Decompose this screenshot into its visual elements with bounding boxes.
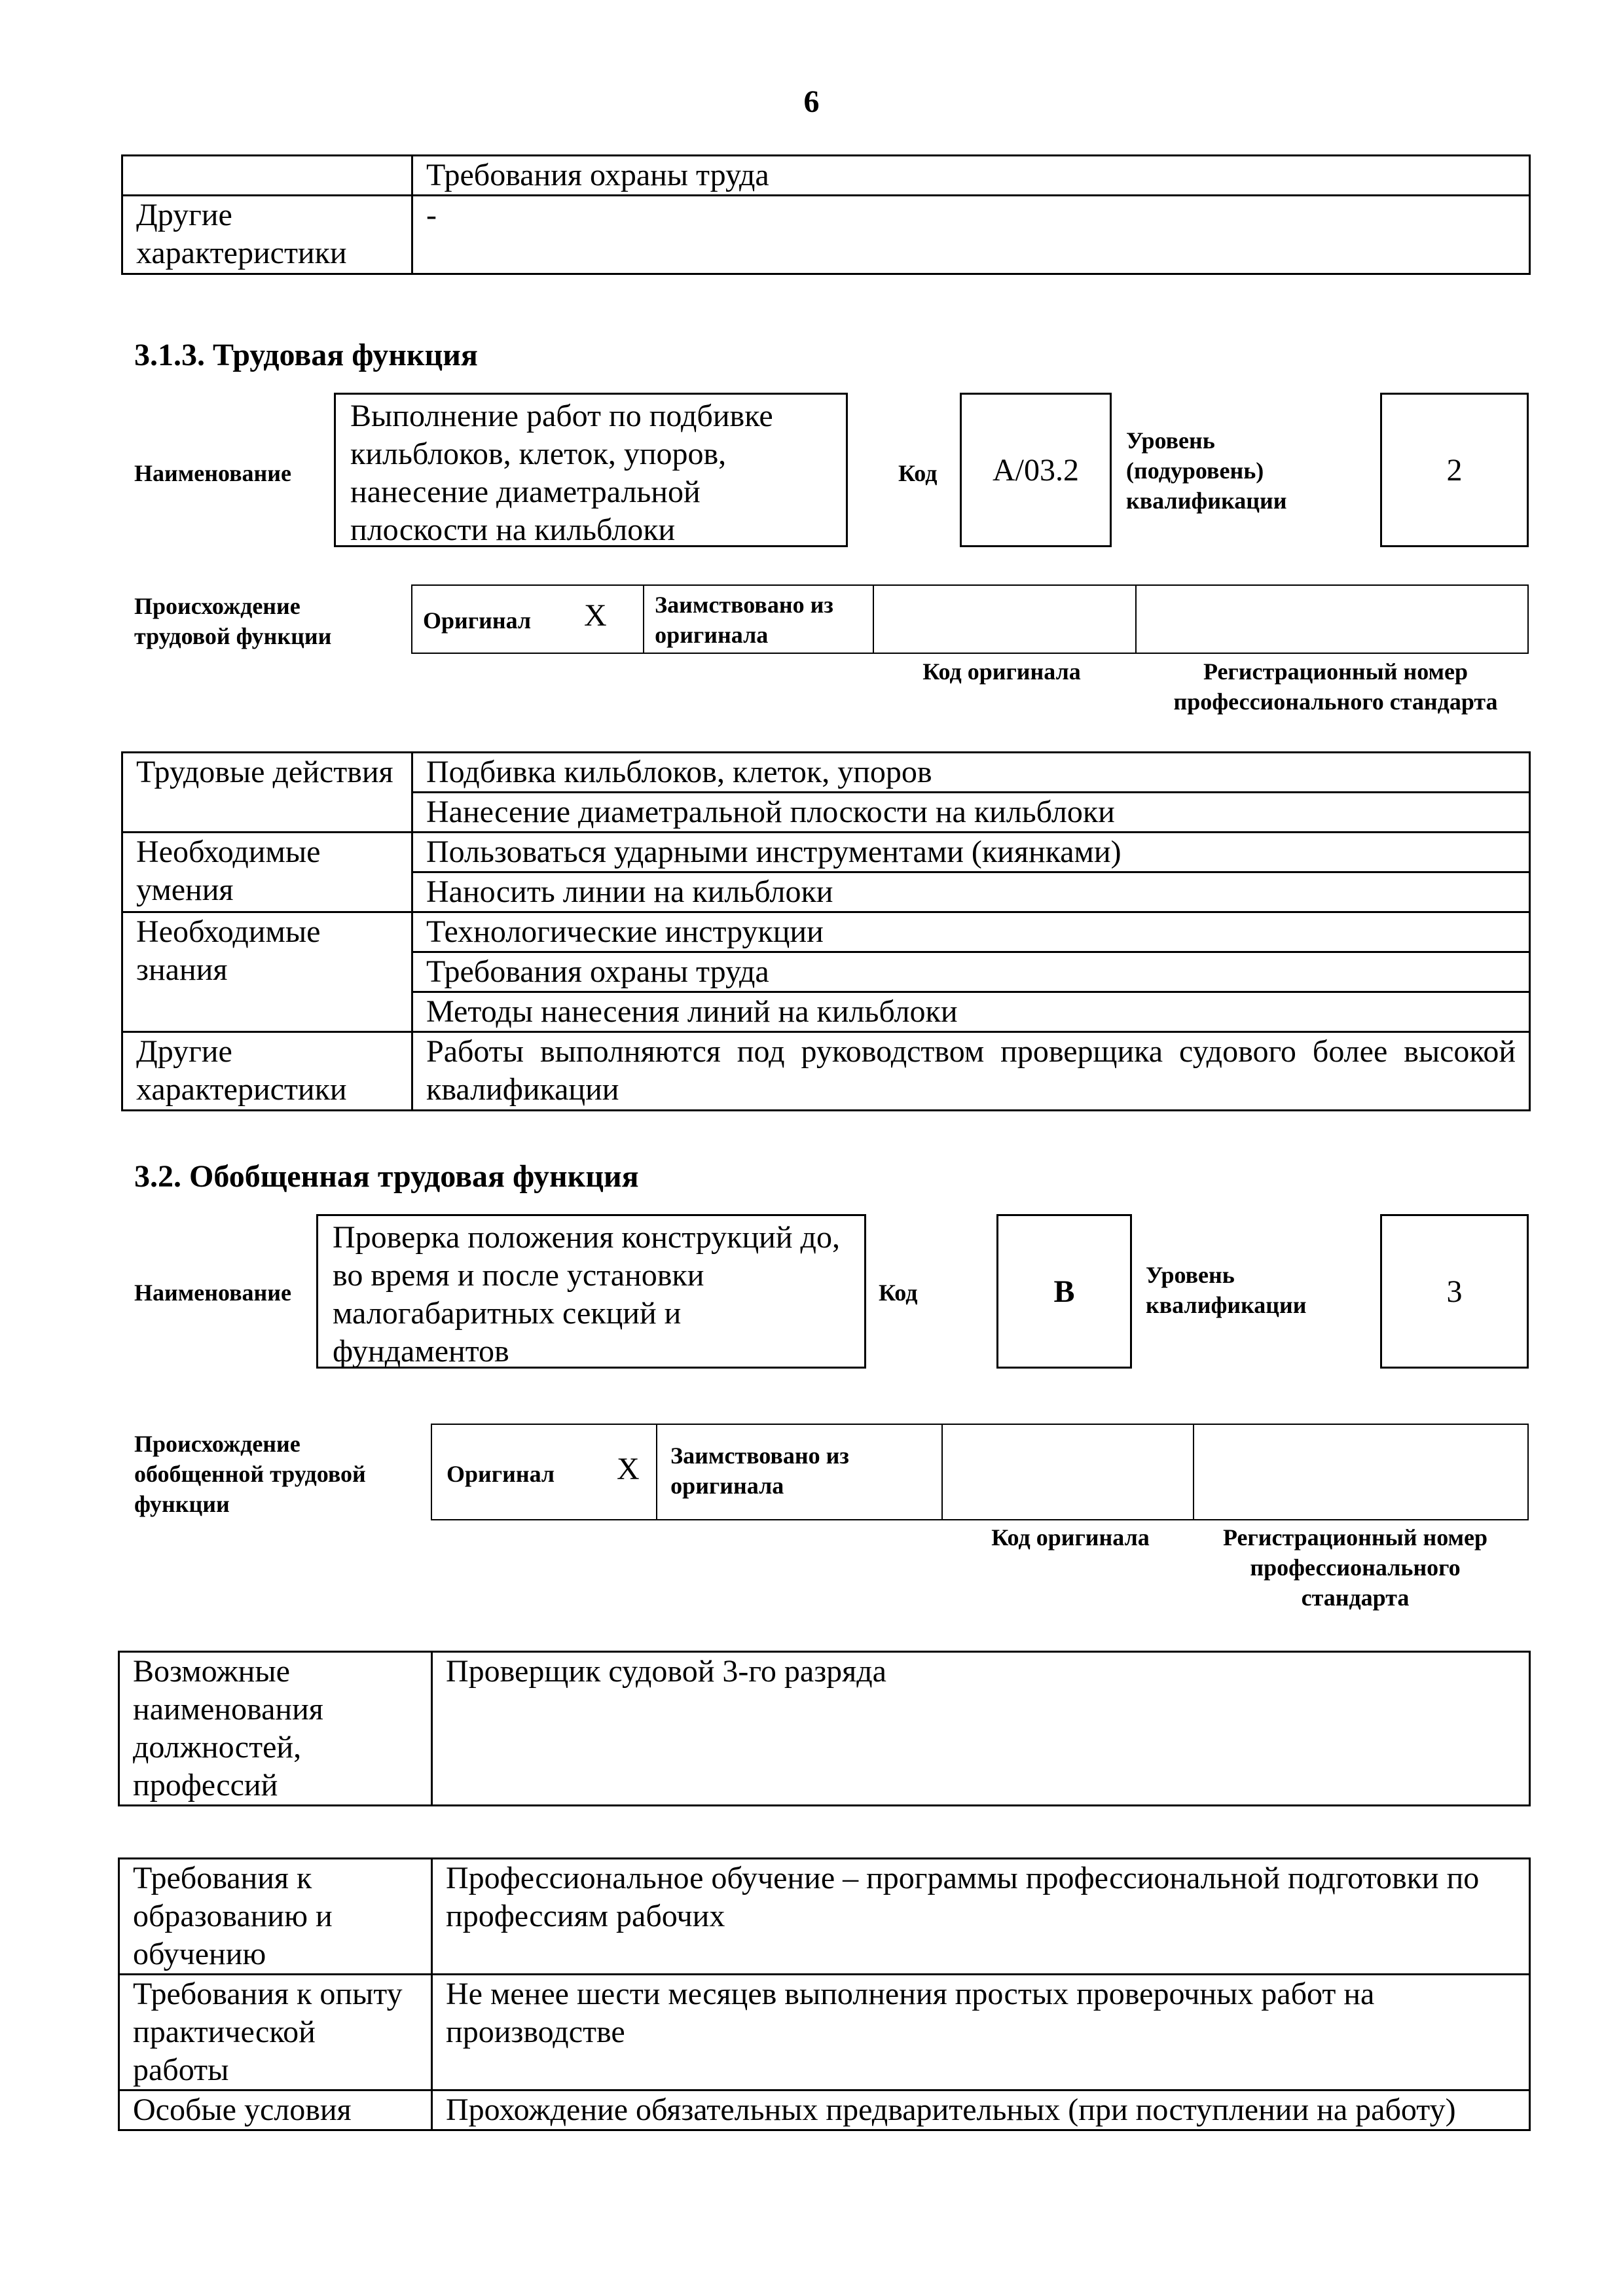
original-code-cell bbox=[874, 586, 1137, 653]
other-characteristics-label: Другие характеристики bbox=[122, 1032, 412, 1111]
special-conditions-label: Особые условия bbox=[119, 2090, 432, 2130]
skills-label: Необходимые умения bbox=[122, 833, 412, 912]
table-value-cell: Пользоваться ударными инструментами (киянками) bbox=[412, 833, 1530, 872]
reg-number-caption: Регистрационный номер профессионального стандарта bbox=[1173, 658, 1498, 715]
code-original-caption: Код оригинала bbox=[922, 658, 1081, 685]
table-label-cell: Другие характеристики bbox=[122, 196, 412, 274]
positions-table bbox=[118, 1651, 1531, 1806]
table-value-cell: Требования охраны труда bbox=[412, 156, 1530, 196]
origin-table bbox=[431, 1424, 1529, 1520]
table-value-cell: Требования охраны труда bbox=[412, 952, 1530, 992]
reg-number-caption: Регистрационный номер профессионального стандарта bbox=[1222, 1524, 1488, 1611]
table-row bbox=[122, 753, 1530, 793]
knowledge-label: Необходимые знания bbox=[122, 912, 412, 1032]
experience-value: Не менее шести месяцев выполнения простых проверочных работ на производстве bbox=[432, 1975, 1530, 2090]
table-row bbox=[122, 156, 1530, 196]
borrowed-cell bbox=[644, 586, 874, 653]
original-code-cell bbox=[943, 1425, 1194, 1519]
code-box: B bbox=[996, 1214, 1132, 1369]
reg-number-cell bbox=[1137, 586, 1527, 653]
experience-label: Требования к опыту практической работы bbox=[119, 1975, 432, 2090]
education-value: Профессиональное обучение – программы профессиональной подготовки по профессиям рабочих bbox=[432, 1859, 1530, 1975]
generalized-function-name-box: Проверка положения конструкций до, во время и после установки малогабаритных секций и фундаментов bbox=[316, 1214, 866, 1369]
code-box: A/03.2 bbox=[960, 393, 1112, 547]
table-value-cell: Работы выполняются под руководством проверщика судового более высокой квалификации bbox=[412, 1032, 1530, 1111]
table-row bbox=[122, 196, 1530, 274]
code-original-caption: Код оригинала bbox=[991, 1524, 1150, 1551]
table-label-cell bbox=[122, 156, 412, 196]
borrowed-label: Заимствовано из оригинала bbox=[670, 1443, 849, 1499]
original-label: Оригинал bbox=[447, 1461, 555, 1487]
table-value-cell: Технологические инструкции bbox=[412, 912, 1530, 952]
table-row bbox=[119, 2090, 1530, 2130]
original-mark: X bbox=[617, 1452, 640, 1486]
level-box: 2 bbox=[1380, 393, 1529, 547]
table-value-cell: - bbox=[412, 196, 1530, 274]
original-cell bbox=[412, 586, 644, 653]
education-label: Требования к образованию и обучению bbox=[119, 1859, 432, 1975]
section-heading-313: 3.1.3. Трудовая функция bbox=[134, 338, 478, 372]
code-label: Код bbox=[879, 1280, 918, 1306]
page-number: 6 bbox=[803, 84, 820, 119]
original-mark: X bbox=[584, 598, 607, 633]
positions-label: Возможные наименования должностей, профессий bbox=[119, 1652, 432, 1806]
name-label: Наименование bbox=[134, 460, 291, 486]
special-conditions-value: Прохождение обязательных предварительных (при поступлении на работу) bbox=[432, 2090, 1530, 2130]
requirements-table bbox=[118, 1857, 1531, 2131]
table-row bbox=[122, 912, 1530, 952]
origin-label: Происхождение трудовой функции bbox=[134, 593, 332, 649]
table-value-cell: Нанесение диаметральной плоскости на кильблоки bbox=[412, 793, 1530, 833]
table-value-cell: Методы нанесения линий на кильблоки bbox=[412, 992, 1530, 1032]
function-details-table bbox=[121, 751, 1531, 1111]
name-label: Наименование bbox=[134, 1280, 291, 1306]
section-heading-32: 3.2. Обобщенная трудовая функция bbox=[134, 1159, 639, 1194]
original-cell bbox=[432, 1425, 657, 1519]
positions-value: Проверщик судовой 3-го разряда bbox=[432, 1652, 1530, 1806]
top-table bbox=[121, 154, 1531, 275]
table-row bbox=[119, 1859, 1530, 1975]
borrowed-cell bbox=[657, 1425, 943, 1519]
level-label: Уровень квалификации bbox=[1146, 1262, 1307, 1318]
table-row bbox=[122, 1032, 1530, 1111]
original-label: Оригинал bbox=[423, 607, 532, 634]
origin-table bbox=[411, 584, 1529, 654]
borrowed-label: Заимствовано из оригинала bbox=[655, 592, 833, 648]
code-label: Код bbox=[898, 460, 938, 486]
function-name-box: Выполнение работ по подбивке кильблоков, клеток, упоров, нанесение диаметральной плоскости на кильблоки bbox=[334, 393, 848, 547]
table-row bbox=[119, 1975, 1530, 2090]
table-value-cell: Подбивка кильблоков, клеток, упоров bbox=[412, 753, 1530, 793]
table-row bbox=[122, 833, 1530, 872]
level-box: 3 bbox=[1380, 1214, 1529, 1369]
reg-number-cell bbox=[1194, 1425, 1527, 1519]
origin-label: Происхождение обобщенной трудовой функции bbox=[134, 1431, 366, 1517]
level-label: Уровень (подуровень) квалификации bbox=[1126, 427, 1287, 514]
labor-actions-label: Трудовые действия bbox=[122, 753, 412, 833]
table-row bbox=[119, 1652, 1530, 1806]
table-value-cell: Наносить линии на кильблоки bbox=[412, 872, 1530, 912]
